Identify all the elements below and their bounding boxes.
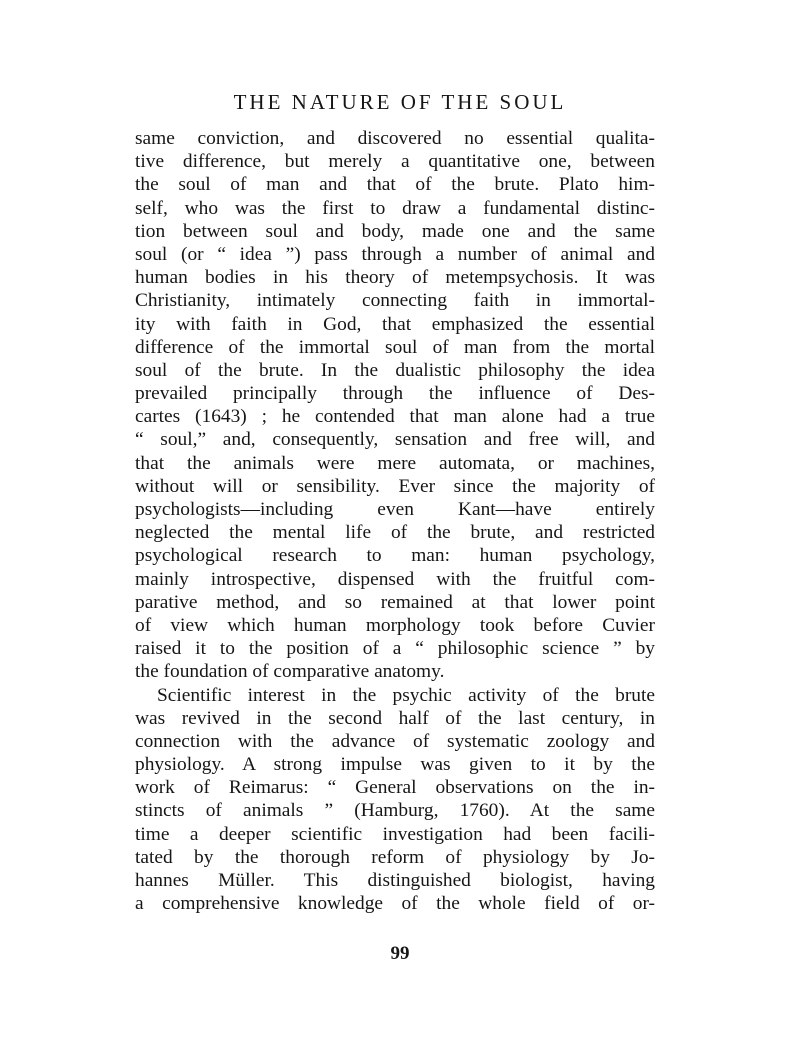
text-line: raised it to the position of a “ philosophic science ” by bbox=[135, 638, 655, 660]
text-line: Scientific interest in the psychic activity of the brute bbox=[157, 684, 655, 706]
text-line: ity with faith in God, that emphasized the essential bbox=[135, 313, 655, 335]
text-line: hannes Müller. This distinguished biologist, having bbox=[135, 870, 655, 891]
text-line: a comprehensive knowledge of the whole field of or- bbox=[135, 893, 655, 915]
text-line: tated by the thorough reform of physiology by Jo- bbox=[135, 846, 655, 868]
text-line: soul of the brute. In the dualistic philosophy the idea bbox=[135, 359, 655, 381]
text-line: psychological research to man: human psychology, bbox=[135, 545, 655, 567]
text-line: tive difference, but merely a quantitative one, between bbox=[135, 151, 655, 173]
text-line: parative method, and so remained at that lower point bbox=[135, 591, 655, 613]
text-line: human bodies in his theory of metempsychosis. It was bbox=[135, 267, 655, 289]
text-line: of view which human morphology took before Cuvier bbox=[135, 614, 655, 636]
text-line: without will or sensibility. Ever since the majority of bbox=[135, 475, 655, 497]
body-text bbox=[135, 127, 655, 915]
text-line: difference of the immortal soul of man from the mortal bbox=[135, 336, 655, 358]
text-line: time a deeper scientific investigation had been facili- bbox=[135, 823, 655, 845]
text-line: tion between soul and body, made one and the same bbox=[135, 220, 655, 242]
running-head: THE NATURE OF THE SOUL bbox=[233, 90, 567, 114]
text-line: the soul of man and that of the brute. Plato him- bbox=[135, 174, 655, 196]
text-line: self, who was the first to draw a fundamental distinc- bbox=[135, 197, 655, 219]
text-line: stincts of animals ” (Hamburg, 1760). At the same bbox=[135, 800, 655, 822]
text-line: soul (or “ idea ”) pass through a number of animal and bbox=[135, 243, 655, 265]
text-line: was revived in the second half of the last century, in bbox=[135, 707, 655, 729]
text-line: work of Reimarus: “ General observations on the in- bbox=[135, 777, 655, 799]
text-line: that the animals were mere automata, or machines, bbox=[135, 452, 655, 474]
text-line: cartes (1643) ; he contended that man alone had a true bbox=[135, 406, 655, 428]
page-number: 99 bbox=[390, 943, 410, 964]
text-line: psychologists—including even Kant—have entirely bbox=[135, 499, 655, 520]
text-line: Christianity, intimately connecting faith in immortal- bbox=[135, 290, 655, 312]
text-line: same conviction, and discovered no essential qualita- bbox=[135, 128, 655, 149]
text-line: “ soul,” and, consequently, sensation and free will, and bbox=[135, 429, 655, 451]
text-line: prevailed principally through the influence of Des- bbox=[135, 383, 655, 405]
text-line: neglected the mental life of the brute, and restricted bbox=[135, 522, 655, 544]
text-line: mainly introspective, dispensed with the fruitful com- bbox=[135, 568, 655, 590]
text-line: physiology. A strong impulse was given to it by the bbox=[135, 754, 655, 776]
text-line: the foundation of comparative anatomy. bbox=[135, 661, 445, 683]
text-line: connection with the advance of systematic zoology and bbox=[135, 730, 655, 752]
